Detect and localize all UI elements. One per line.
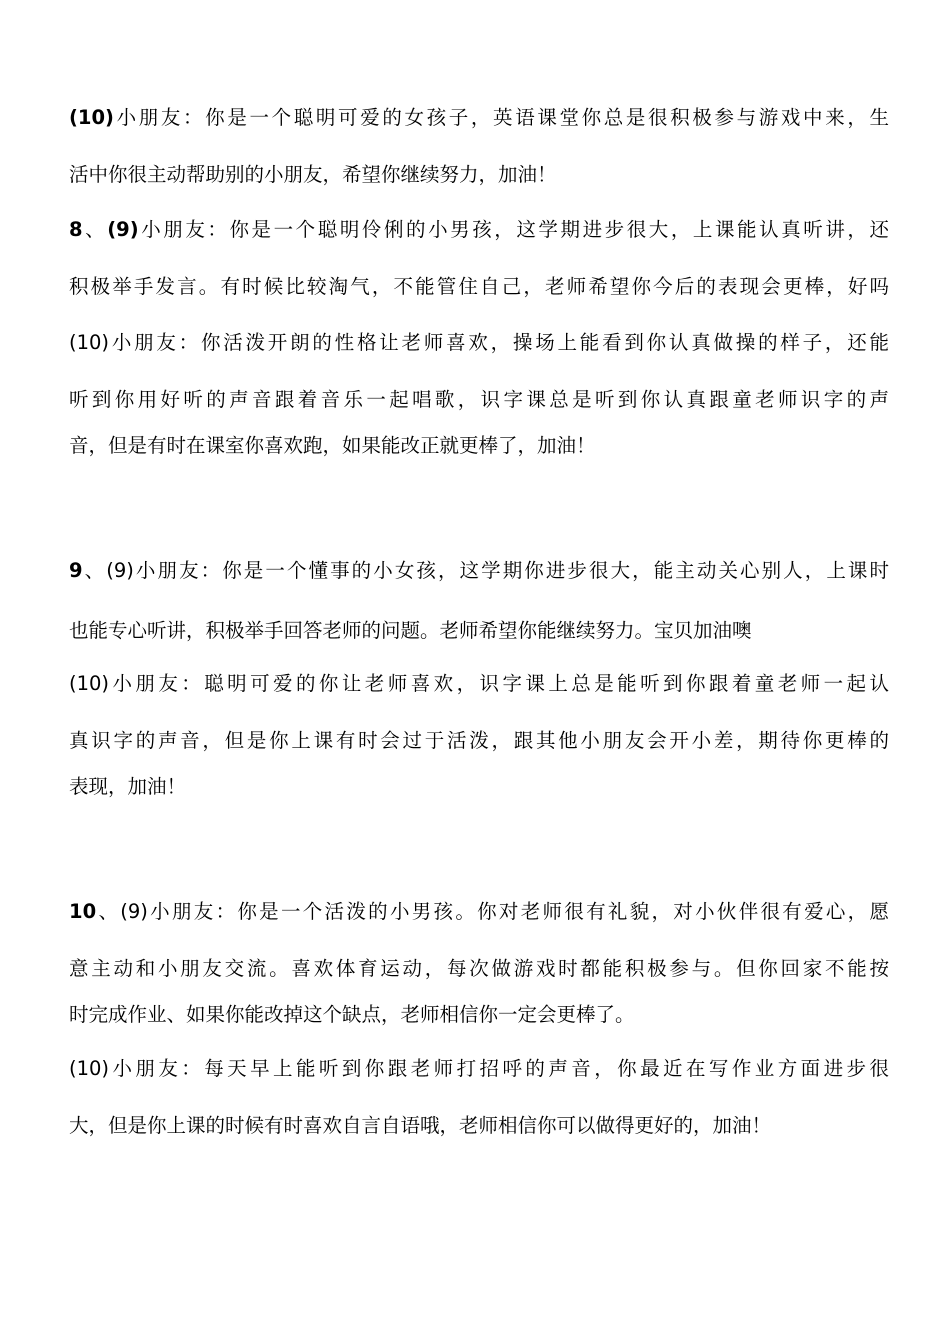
comment-line bbox=[69, 104, 889, 132]
comment-text: 小朋友：你是一个活泼的小男孩。你对老师很有礼貌，对小伙伴很有爱心，愿 bbox=[147, 900, 889, 923]
comment-text: 小朋友：你是一个懂事的小女孩，这学期你进步很大，能主动关心别人，上课时 bbox=[133, 559, 889, 582]
comment-line: 意主动和小朋友交流。喜欢体育运动，每次做游戏时都能积极参与。但你回家不能按 bbox=[69, 957, 889, 980]
comment-line: 也能专心听讲，积极举手回答老师的问题。老师希望你能继续努力。宝贝加油噢 bbox=[69, 619, 752, 642]
comment-line: 积极举手发言。有时候比较淘气，不能管住自己，老师希望你今后的表现会更棒，好吗 bbox=[69, 275, 889, 298]
comment-line: 音，但是有时在课室你喜欢跑，如果能改正就更棒了，加油！ bbox=[69, 434, 596, 457]
comment-line: 真识字的声音，但是你上课有时会过于活泼，跟其他小朋友会开小差，期待你更棒的 bbox=[69, 729, 889, 752]
item-number: 9 bbox=[69, 559, 83, 582]
comment-line bbox=[69, 216, 889, 244]
comment-line: 时完成作业、如果你能改掉这个缺点，老师相信你一定会更棒了。 bbox=[69, 1003, 635, 1026]
item-number: 10 bbox=[69, 900, 97, 923]
comment-line: 表现，加油！ bbox=[69, 775, 187, 798]
comment-label: (10) bbox=[69, 106, 114, 129]
comment-text: 小朋友：你活泼开朗的性格让老师喜欢，操场上能看到你认真做操的样子，还能 bbox=[109, 331, 889, 354]
comment-label: (9) bbox=[107, 218, 139, 241]
comment-line bbox=[69, 898, 889, 926]
comment-line: 大，但是你上课的时候有时喜欢自言自语哦，老师相信你可以做得更好的，加油！ bbox=[69, 1114, 772, 1137]
comment-text: 小朋友：每天早上能听到你跟老师打招呼的声音，你最近在写作业方面进步很 bbox=[109, 1057, 889, 1080]
item-number: 8 bbox=[69, 218, 83, 241]
comment-label: (10) bbox=[69, 672, 110, 695]
comment-text: 小朋友：聪明可爱的你让老师喜欢，识字课上总是能听到你跟着童老师一起认 bbox=[109, 672, 889, 695]
comment-line: 听到你用好听的声音跟着音乐一起唱歌，识字课总是听到你认真跟童老师识字的声 bbox=[69, 388, 889, 411]
comment-label: (9) bbox=[106, 559, 134, 582]
comment-label: (10) bbox=[69, 331, 110, 354]
comment-line bbox=[69, 557, 889, 585]
comment-text: 小朋友：你是一个聪明伶俐的小男孩，这学期进步很大，上课能认真听讲，还 bbox=[138, 218, 889, 241]
comment-line bbox=[69, 1055, 889, 1083]
item-separator: 、 bbox=[96, 900, 121, 923]
comment-line bbox=[69, 670, 889, 698]
comment-line bbox=[69, 329, 889, 357]
comment-label: (10) bbox=[69, 1057, 110, 1080]
item-separator: 、 bbox=[82, 218, 108, 241]
comment-label: (9) bbox=[120, 900, 148, 923]
comment-line: 活中你很主动帮助别的小朋友，希望你继续努力，加油！ bbox=[69, 163, 557, 186]
item-separator: 、 bbox=[82, 559, 107, 582]
comment-text: 小朋友：你是一个聪明可爱的女孩子，英语课堂你总是很积极参与游戏中来，生 bbox=[113, 106, 889, 129]
